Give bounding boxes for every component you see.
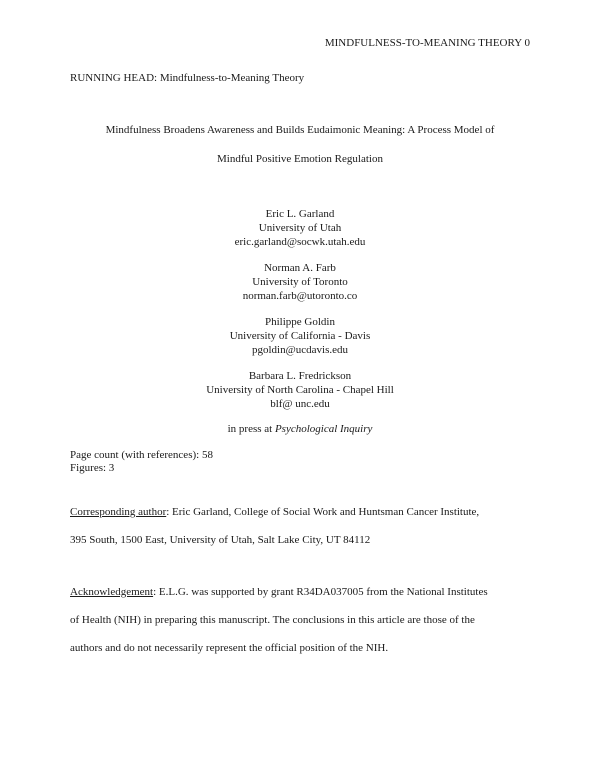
press-prefix: in press at [227, 423, 275, 435]
author-affiliation: University of North Carolina - Chapel Hill [206, 384, 394, 396]
author-name: Eric L. Garland [265, 208, 335, 220]
author-email: norman.farb@utoronto.co [242, 290, 358, 302]
author-block [0, 261, 600, 303]
author-name: Norman A. Farb [264, 262, 336, 274]
press-status [0, 423, 600, 435]
author-email: eric.garland@socwk.utah.edu [234, 236, 366, 248]
acknowledgement-line-2: of Health (NIH) in preparing this manuscript. The conclusions in this article are those of the [70, 614, 475, 626]
author-block [0, 207, 600, 249]
paper-title-line-1: Mindfulness Broadens Awareness and Builds Eudaimonic Meaning: A Process Model of [105, 124, 495, 136]
author-block [0, 315, 600, 357]
corresponding-author [70, 498, 530, 554]
corresponding-label: Corresponding author [70, 506, 167, 518]
author-name: Barbara L. Fredrickson [248, 370, 352, 382]
author-affiliation: University of Toronto [252, 276, 348, 288]
manuscript-counts [70, 449, 213, 475]
author-block [0, 369, 600, 411]
acknowledgement-line-1: : E.L.G. was supported by grant R34DA037005 from the National Institutes [153, 586, 488, 598]
author-affiliation: University of California - Davis [229, 330, 371, 342]
paper-title-line-2: Mindful Positive Emotion Regulation [217, 153, 383, 165]
author-email: blf@ unc.edu [270, 398, 330, 410]
journal-name: Psychological Inquiry [274, 423, 373, 435]
corresponding-line-2: 395 South, 1500 East, University of Utah, Salt Lake City, UT 84112 [70, 534, 371, 546]
acknowledgement [70, 578, 530, 662]
acknowledgement-line-3: authors and do not necessarily represent the official position of the NIH. [70, 642, 389, 654]
acknowledgement-label: Acknowledgement [70, 586, 154, 598]
running-header: MINDFULNESS-TO-MEANING THEORY 0 [324, 37, 530, 49]
author-name: Philippe Goldin [265, 316, 335, 328]
figure-count: Figures: 3 [70, 462, 115, 474]
author-affiliation: University of Utah [258, 222, 342, 234]
corresponding-line-1: : Eric Garland, College of Social Work and Huntsman Cancer Institute, [166, 506, 480, 518]
page-count: Page count (with references): 58 [70, 449, 213, 461]
running-head: RUNNING HEAD: Mindfulness-to-Meaning Theory [70, 72, 305, 84]
author-email: pgoldin@ucdavis.edu [252, 344, 348, 356]
